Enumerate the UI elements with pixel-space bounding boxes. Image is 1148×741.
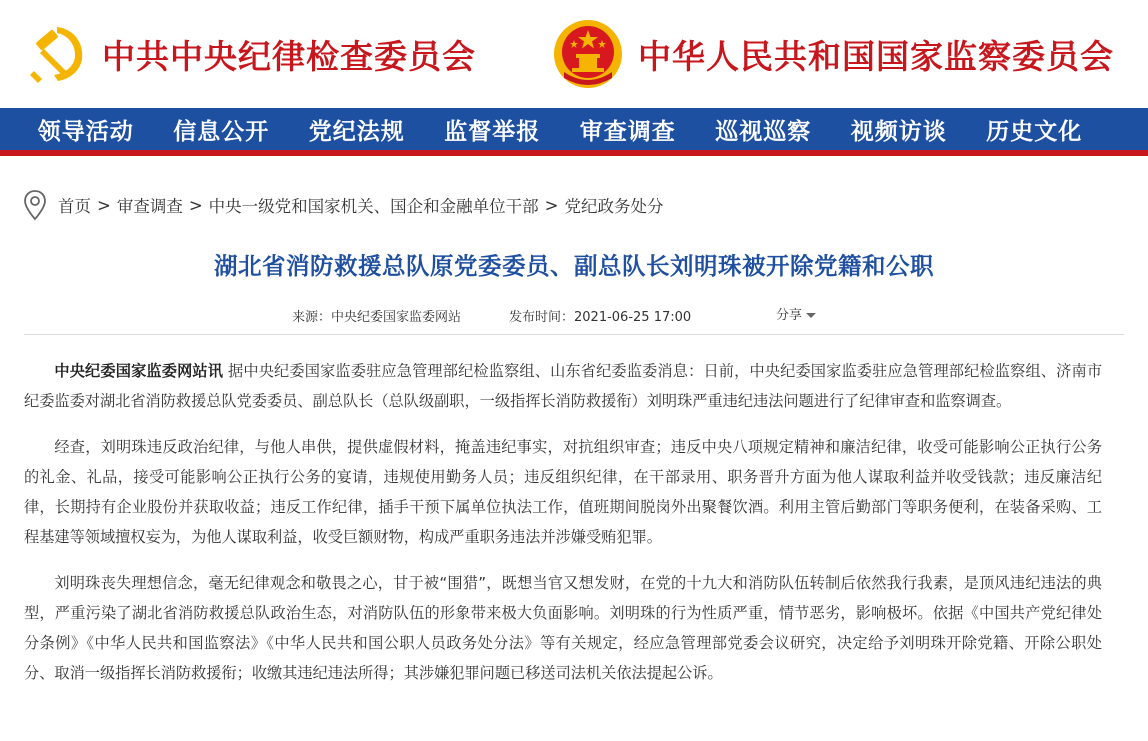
article-body (24, 356, 1102, 704)
nav-item-5[interactable]: 审查调查 (579, 117, 676, 145)
breadcrumb (22, 188, 663, 222)
nav-item-2[interactable]: 信息公开 (173, 117, 270, 145)
main-nav (0, 108, 1148, 156)
ccdi-title: 中共中央纪律检查委员会 (102, 36, 476, 76)
article-source (292, 306, 461, 325)
breadcrumb-separator: > (188, 195, 203, 215)
nav-item-6[interactable]: 巡视巡察 (715, 117, 812, 145)
location-pin-icon (22, 189, 48, 221)
national-emblem-icon (550, 16, 626, 92)
paragraph-1-text: 据中央纪委国家监委驻应急管理部纪检监察组、山东省纪委监委消息：日前，中央纪委国家监委驻应急管理部纪检监察组、济南市纪委监委对湖北省消防救援总队党委委员、副总队长（总队级副职，一级指挥长消防救援衔）刘明珠严重违纪违法问题进行了纪律审查和监察调查。 (24, 362, 1103, 410)
article-meta (0, 302, 1148, 326)
share-button[interactable] (776, 304, 816, 323)
source-label: 来源： (292, 310, 332, 325)
nav-item-3[interactable]: 党纪法规 (308, 117, 405, 145)
nsc-title: 中华人民共和国国家监察委员会 (638, 36, 1114, 76)
article-time (509, 306, 691, 325)
site-header (0, 0, 1148, 108)
nav-item-4[interactable]: 监督举报 (444, 117, 541, 145)
party-emblem-icon (24, 21, 90, 87)
nav-item-1[interactable]: 领导活动 (37, 117, 134, 145)
share-label: 分享 (776, 308, 803, 323)
breadcrumb-review-investigation[interactable]: 审查调查 (116, 197, 183, 216)
chevron-down-icon (806, 313, 816, 318)
breadcrumb-central-cadres[interactable]: 中央一级党和国家机关、国企和金融单位干部 (208, 197, 539, 216)
paragraph-3: 刘明珠丧失理想信念，毫无纪律观念和敬畏之心，甘于被“围猎”，既想当官又想发财，在党的十九大和消防队伍转制后依然我行我素，是顶风违纪违法的典型，严重污染了湖北省消防救援总队政治生态，对消防队伍的形象带来极大负面影响。刘明珠的行为性质严重，情节恶劣，影响极坏。依据《中国共产党纪律处分条例》《中华人民共和国监察法》《中华人民共和国公职人员政务处分法》等有关规定，经应急管理部党委会议研究，决定给予刘明珠开除党籍、开除公职处分、取消一级指挥长消防救援衔；收缴其违纪违法所得；其涉嫌犯罪问题已移送司法机关依法提起公诉。 (24, 574, 1102, 682)
meta-divider (24, 334, 1124, 335)
nav-item-8[interactable]: 历史文化 (986, 117, 1083, 145)
brand-nsc[interactable] (550, 0, 1114, 108)
nav-list (0, 108, 1148, 150)
breadcrumb-separator: > (544, 195, 559, 215)
paragraph-1 (24, 356, 1102, 416)
breadcrumb-separator: > (97, 195, 111, 215)
nav-item-7[interactable]: 视频访谈 (850, 117, 947, 145)
paragraph-2: 经查，刘明珠违反政治纪律，与他人串供，提供虚假材料，掩盖违纪事实，对抗组织审查；违反中央八项规定精神和廉洁纪律，收受可能影响公正执行公务的礼金、礼品，接受可能影响公正执行公务的宴请，违规使用勤务人员；违反组织纪律，在干部录用、职务晋升方面为他人谋取利益并收受钱款；违反廉洁纪律，长期持有企业股份并获取收益；违反工作纪律，插手干预下属单位执法工作，值班期间脱岗外出聚餐饮酒。利用主管后勤部门等职务便利，在装备采购、工程基建等领域擅权妄为，为他人谋取利益，收受巨额财物，构成严重职务违法并涉嫌受贿犯罪。 (24, 438, 1102, 546)
time-value: 2021-06-25 17:00 (574, 310, 692, 325)
time-label: 发布时间： (509, 310, 575, 325)
source-value: 中央纪委国家监委网站 (331, 310, 462, 325)
breadcrumb-discipline-sanctions[interactable]: 党纪政务处分 (564, 197, 664, 216)
article-title: 湖北省消防救援总队原党委委员、副总队长刘明珠被开除党籍和公职 (214, 252, 934, 280)
brand-ccdi[interactable] (24, 0, 476, 108)
breadcrumb-home[interactable]: 首页 (58, 197, 91, 216)
lead-source: 中央纪委国家监委网站讯 (54, 362, 224, 380)
